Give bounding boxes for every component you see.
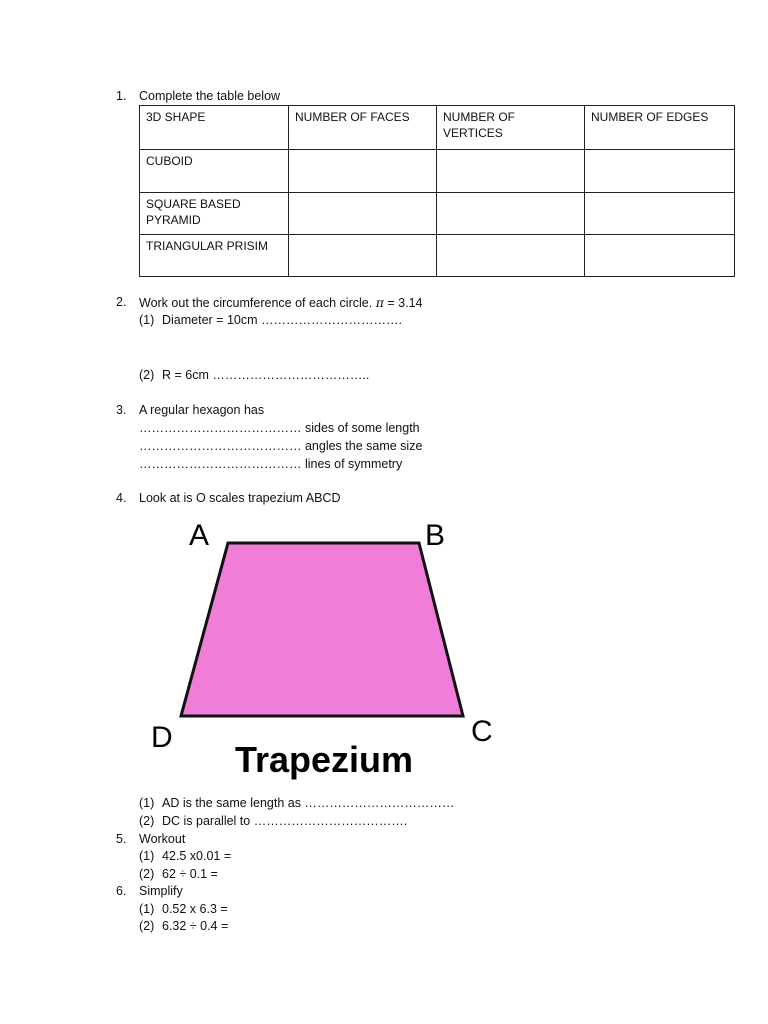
q4-number: 4. xyxy=(116,491,127,505)
header-cell: NUMBER OF EDGES xyxy=(585,106,735,150)
shape-cell: TRIANGULAR PRISIM xyxy=(140,235,289,277)
vertex-label-c: C xyxy=(471,715,493,748)
q6-prompt: Simplify xyxy=(139,884,183,898)
q6-part2-number: (2) xyxy=(139,919,155,933)
q6-part1-number: (1) xyxy=(139,902,155,916)
diagram-caption: Trapezium xyxy=(235,739,414,780)
pi-symbol: π xyxy=(375,295,384,310)
vertex-label-a: A xyxy=(189,519,210,552)
q2-part2-number: (2) xyxy=(139,368,155,382)
q4-part1: AD is the same length as ……………………………… xyxy=(162,796,455,810)
q5-prompt: Workout xyxy=(139,832,186,846)
q2-part2: R = 6cm ……………………………….. xyxy=(162,368,370,382)
q1-number: 1. xyxy=(116,89,127,103)
q5-part2-number: (2) xyxy=(139,867,155,881)
q3-number: 3. xyxy=(116,403,127,417)
q6-part2: 6.32 ÷ 0.4 = xyxy=(162,919,229,933)
q3-line-sides: ………………………………… sides of some length xyxy=(139,421,420,435)
q4-part2-number: (2) xyxy=(139,814,155,828)
pi-value: = 3.14 xyxy=(387,296,423,310)
shape-cell: CUBOID xyxy=(140,150,289,193)
q4-part1-number: (1) xyxy=(139,796,155,810)
header-cell: 3D SHAPE xyxy=(140,106,289,150)
q3-line-angles: ………………………………… angles the same size xyxy=(139,439,423,453)
shape-cell: SQUARE BASED PYRAMID xyxy=(140,193,289,235)
q5-part1: 42.5 x0.01 = xyxy=(162,849,232,863)
q6-number: 6. xyxy=(116,884,127,898)
q2-part1-number: (1) xyxy=(139,313,155,327)
q5-number: 5. xyxy=(116,832,127,846)
q3-prompt: A regular hexagon has xyxy=(139,403,265,417)
vertex-label-d: D xyxy=(151,721,173,754)
q1-prompt: Complete the table below xyxy=(139,89,281,103)
q4-prompt: Look at is O scales trapezium ABCD xyxy=(139,491,341,505)
q2-number: 2. xyxy=(116,295,127,309)
q6-part1: 0.52 x 6.3 = xyxy=(162,902,228,916)
q5-part1-number: (1) xyxy=(139,849,155,863)
q2-part1: Diameter = 10cm ……………………………. xyxy=(162,313,402,327)
vertex-label-b: B xyxy=(425,519,446,552)
q2-prompt: Work out the circumference of each circle. xyxy=(139,296,373,310)
header-cell: NUMBER OF FACES xyxy=(289,106,437,150)
q5-part2: 62 ÷ 0.1 = xyxy=(162,867,218,881)
q3-line-symmetry: ………………………………… lines of symmetry xyxy=(139,457,403,471)
trapezium-shape xyxy=(181,543,463,716)
q4-part2: DC is parallel to ………………………………. xyxy=(162,814,408,828)
header-cell: NUMBER OF VERTICES xyxy=(437,106,585,150)
